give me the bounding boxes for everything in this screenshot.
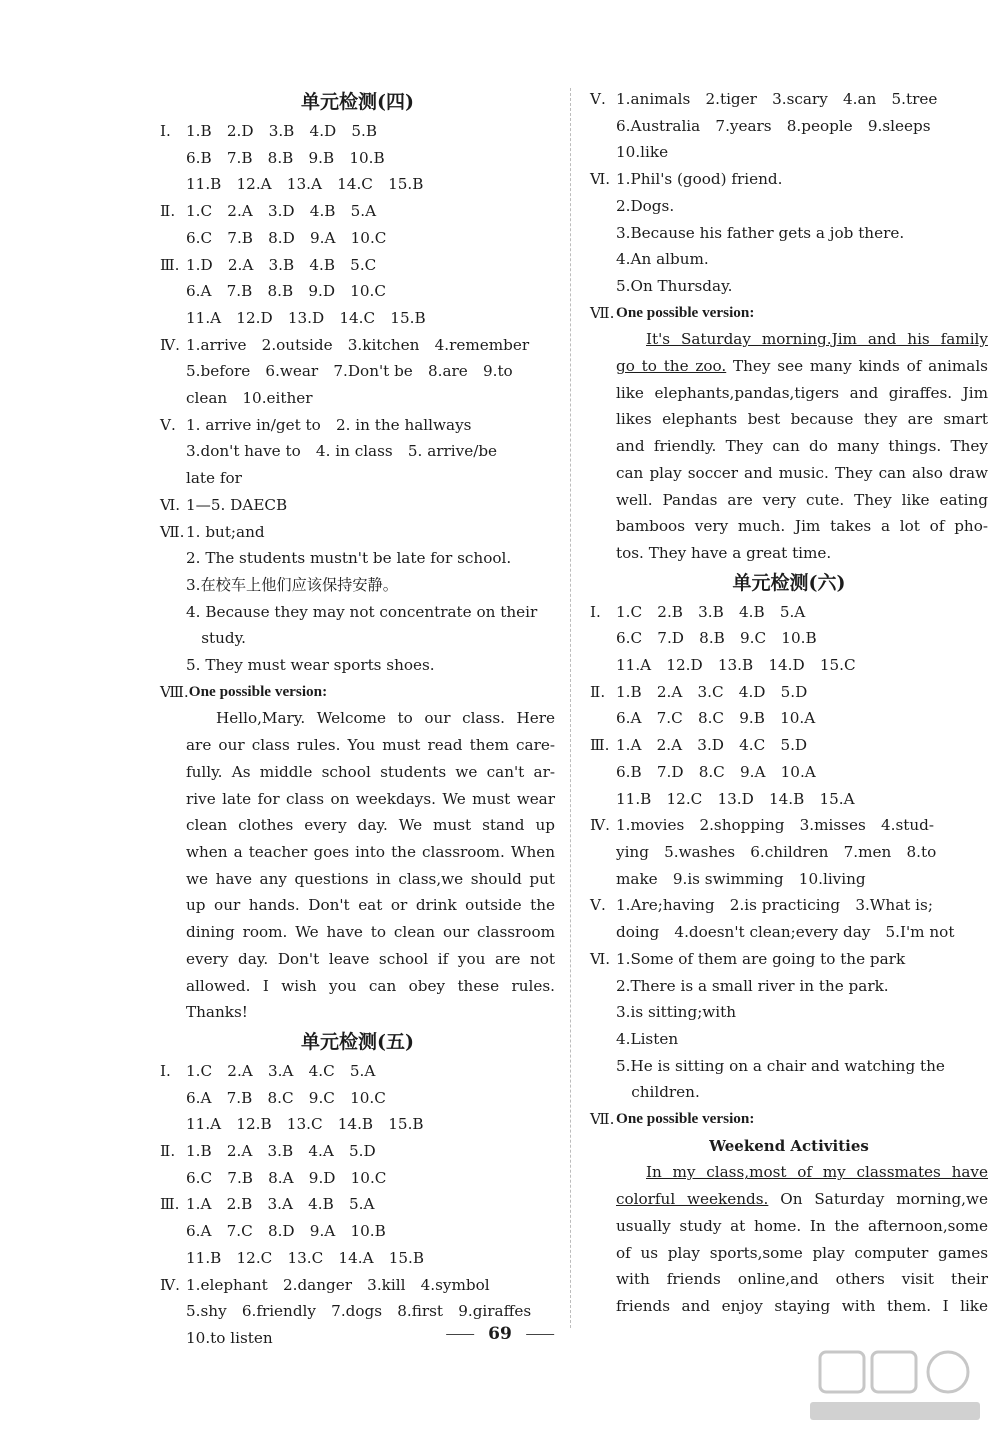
item-body [186,412,555,492]
essay-indent [590,1159,616,1319]
section-title: 单元检测(五) [301,1030,414,1053]
answer-line: 10.like [616,143,669,162]
item-number: Ⅱ. [160,202,176,221]
answer-line: 1. arrive in/get to 2. in the hallways [186,415,472,434]
answer-line: 11.A 12.B 13.C 14.B 15.B [186,1115,424,1134]
answer-line: 1.movies 2.shopping 3.misses 4.stud- [616,816,934,835]
item-number: Ⅶ. [160,522,185,541]
page-footer [446,1324,554,1344]
answer-line: 11.A 12.D 13.B 14.D 15.C [616,656,856,675]
item-body [186,492,555,519]
item-body [186,1058,555,1138]
item-body [186,118,555,198]
answer-line: 11.B 12.C 13.C 14.A 15.B [186,1248,425,1267]
answer-item [590,86,988,166]
essay-line: fully. As middle school students we can't ar- [186,762,555,781]
answer-line: make 9.is swimming 10.living [616,869,866,888]
item-number: Ⅲ. [160,1195,180,1214]
answer-line: 6.A 7.C 8.D 9.A 10.B [186,1222,386,1241]
item-body [186,1191,555,1271]
essay-line: up our hands. Don't eat or drink outside the [186,896,555,915]
essay-body [616,326,988,566]
answer-line: 1.D 2.A 3.B 4.B 5.C [186,255,377,274]
answer-line: late for [186,469,242,488]
item-number: Ⅵ. [160,495,181,514]
essay-line: go to the zoo. They see many kinds of animals [616,357,988,376]
answer-item [590,679,988,732]
essay-line: Hello,Mary. Welcome to our class. Here [216,709,555,728]
essay-title: Weekend Activities [709,1136,869,1155]
answer-line: 6.A 7.C 8.C 9.B 10.A [616,709,816,728]
answer-line: 6.A 7.B 8.B 9.D 10.C [186,282,386,301]
underlined-phrase: colorful weekends. [616,1190,769,1209]
item-number: Ⅵ. [590,949,611,968]
essay-line: It's Saturday morning.Jim and his family [646,330,988,349]
item-body [186,1138,555,1191]
essay-line: well. Pandas are very cute. They like eating [616,490,988,509]
essay-line: we have any questions in class,we should put [186,869,555,888]
answer-line: 11.A 12.D 13.D 14.C 15.B [186,308,426,327]
answer-line: 11.B 12.A 13.A 14.C 15.B [186,175,424,194]
answer-line: 6.C 7.D 8.B 9.C 10.B [616,629,817,648]
answer-line: doing 4.doesn't clean;every day 5.I'm not [616,923,955,942]
answer-line: 1.B 2.A 3.B 4.A 5.D [186,1142,376,1161]
essay-line: allowed. I wish you can obey these rules. [186,976,555,995]
answer-item [160,492,555,519]
answer-line: children. [616,1083,700,1102]
answer-line: 3.don't have to 4. in class 5. arrive/be [186,442,498,461]
footer-dash-right [526,1334,554,1335]
answer-line: 5. They must wear sports shoes. [186,656,435,675]
answer-line: One possible version: [616,1110,755,1128]
answer-line: 1.B 2.D 3.B 4.D 5.B [186,122,378,140]
answer-line: 2.Dogs. [616,196,675,215]
answer-item [160,1191,555,1271]
watermark-logo-icon [800,1346,990,1426]
item-number: Ⅲ. [160,255,180,274]
item-number: Ⅳ. [160,1275,181,1294]
essay-line: Thanks! [186,1003,248,1022]
answer-item [590,1106,988,1133]
answer-line: 11.B 12.C 13.D 14.B 15.A [616,789,855,808]
answer-item [160,332,555,412]
item-number: Ⅵ. [590,170,611,189]
essay-line: and friendly. They can do many things. They [616,437,988,456]
answer-item [590,300,988,327]
answer-item [160,679,555,706]
essay-line: of us play sports,some play computer games [616,1243,988,1262]
essay-line: In my class,most of my classmates have [646,1163,988,1182]
item-number: Ⅲ. [590,736,610,755]
answer-item [160,198,555,251]
answer-line: 1.C 2.A 3.D 4.B 5.A [186,202,377,221]
item-body [186,332,555,412]
item-number: Ⅶ. [590,303,615,322]
answer-line: 1.A 2.B 3.A 4.B 5.A [186,1195,375,1214]
item-number: Ⅱ. [590,682,606,701]
answer-line: 6.C 7.B 8.D 9.A 10.C [186,228,387,247]
essay-line: with friends online,and others visit their [616,1270,988,1289]
answer-line: 1.C 2.A 3.A 4.C 5.A [186,1061,376,1080]
answer-line: 3.is sitting;with [616,1003,737,1022]
item-body [616,732,988,812]
essay-line: like elephants,pandas,tigers and giraffes. Jim [616,383,988,402]
answer-item [590,812,988,892]
answer-line: 1.Phil's (good) friend. [616,170,783,189]
item-body [189,679,555,706]
essay-line: tos. They have a great time. [616,543,832,562]
item-number: Ⅰ. [590,602,601,621]
underlined-phrase: go to the zoo. [616,357,727,376]
answer-line: 1.A 2.A 3.D 4.C 5.D [616,736,808,755]
answer-line: clean 10.either [186,389,313,408]
answer-item [160,412,555,492]
answer-line: 6.Australia 7.years 8.people 9.sleeps [616,116,931,135]
answer-line: 1.C 2.B 3.B 4.B 5.A [616,602,806,621]
essay-line: rive late for class on weekdays. We must wear [186,789,555,808]
answer-line: 1.B 2.A 3.C 4.D 5.D [616,682,808,701]
answer-line: 1.Are;having 2.is practicing 3.What is; [616,896,933,915]
item-number: Ⅱ. [160,1142,176,1161]
answer-line: 6.B 7.D 8.C 9.A 10.A [616,762,816,781]
answer-item [160,519,555,679]
essay-line: dining room. We have to clean our classroom [186,923,555,942]
answer-line: 4.An album. [616,250,709,269]
essay-line: likes elephants best because they are smart [616,410,988,429]
sample-essay [590,326,988,566]
essay-line: when a teacher goes into the classroom. When [186,842,555,861]
essay-line: every day. Don't leave school if you are not [186,949,555,968]
answer-line: 6.A 7.B 8.C 9.C 10.C [186,1088,386,1107]
item-number: Ⅷ. [160,682,189,701]
answer-line: study. [186,629,246,648]
answer-line: 3.Because his father gets a job there. [616,223,905,242]
item-number: Ⅳ. [590,816,611,835]
item-body [616,166,988,300]
answer-line: 2. The students mustn't be late for school. [186,549,512,568]
right-column [590,86,988,1320]
answer-line: One possible version: [188,682,328,700]
essay-line: can play soccer and music. They can also draw [616,463,988,482]
answer-item [590,166,988,300]
answer-line: 5.He is sitting on a chair and watching the [616,1056,945,1075]
section-title: 单元检测(六) [732,571,846,594]
answer-line: 6.C 7.B 8.A 9.D 10.C [186,1168,387,1187]
answer-line: 1.arrive 2.outside 3.kitchen 4.remember [186,335,530,354]
essay-indent [590,326,616,566]
answer-line: 1.elephant 2.danger 3.kill 4.symbol [186,1275,490,1294]
item-number: Ⅰ. [160,1061,171,1080]
answer-line: 1. but;and [186,522,265,541]
essay-line: colorful weekends. On Saturday morning,we [616,1190,988,1209]
item-body [186,519,555,679]
sample-essay [590,1159,988,1319]
left-column [160,86,555,1352]
answer-line: 5.before 6.wear 7.Don't be 8.are 9.to [186,362,513,381]
item-number: Ⅳ. [160,335,181,354]
answer-line: 5.shy 6.friendly 7.dogs 8.first 9.giraffes [186,1302,532,1321]
item-number: Ⅴ. [160,415,176,434]
answer-line: 3.在校车上他们应该保持安静。 [186,575,398,594]
item-number: Ⅴ. [590,896,606,915]
item-number: Ⅴ. [590,90,606,108]
answer-line: 1.Some of them are going to the park [616,949,906,968]
page-number: 69 [488,1324,512,1344]
answer-line: 4.Listen [616,1029,679,1048]
answer-item [590,732,988,812]
item-number: Ⅶ. [590,1110,615,1129]
item-body [616,679,988,732]
answer-line: ying 5.washes 6.children 7.men 8.to [616,842,937,861]
answer-line: 4. Because they may not concentrate on their [186,602,538,621]
essay-line: are our class rules. You must read them care- [186,736,555,755]
column-divider [570,88,571,1328]
essay-line: bamboos very much. Jim takes a lot of pho- [616,517,988,536]
section-title: 单元检测(四) [301,91,414,113]
essay-line: friends and enjoy staying with them. I like [616,1296,988,1315]
item-body [616,1106,988,1133]
answer-line: 10.to listen [186,1328,273,1347]
item-body [616,812,988,892]
item-body [616,86,988,166]
answer-item [160,118,555,198]
item-body [616,946,988,1106]
essay-body [186,705,555,1025]
sample-essay [160,705,555,1025]
answer-item [160,252,555,332]
answer-item [590,946,988,1106]
answer-line: 6.B 7.B 8.B 9.B 10.B [186,148,385,167]
essay-line: clean clothes every day. We must stand up [186,816,555,835]
item-body [616,892,988,945]
answer-line: 2.There is a small river in the park. [616,976,889,995]
answer-line: 5.On Thursday. [616,276,733,295]
answer-item [160,1138,555,1191]
answer-line: One possible version: [616,303,755,321]
essay-body [616,1159,988,1319]
item-body [186,198,555,251]
answer-item [590,892,988,945]
answer-line: 1—5. DAECB [186,495,288,514]
essay-line: usually study at home. In the afternoon,some [616,1216,988,1235]
footer-dash-left [446,1334,474,1335]
answer-item [590,599,988,679]
item-body [616,300,988,327]
item-body [186,252,555,332]
item-body [616,599,988,679]
answer-line: 1.animals 2.tiger 3.scary 4.an 5.tree [616,90,938,108]
answer-item [160,1058,555,1138]
essay-indent [160,705,186,1025]
item-number: Ⅰ. [160,122,171,140]
